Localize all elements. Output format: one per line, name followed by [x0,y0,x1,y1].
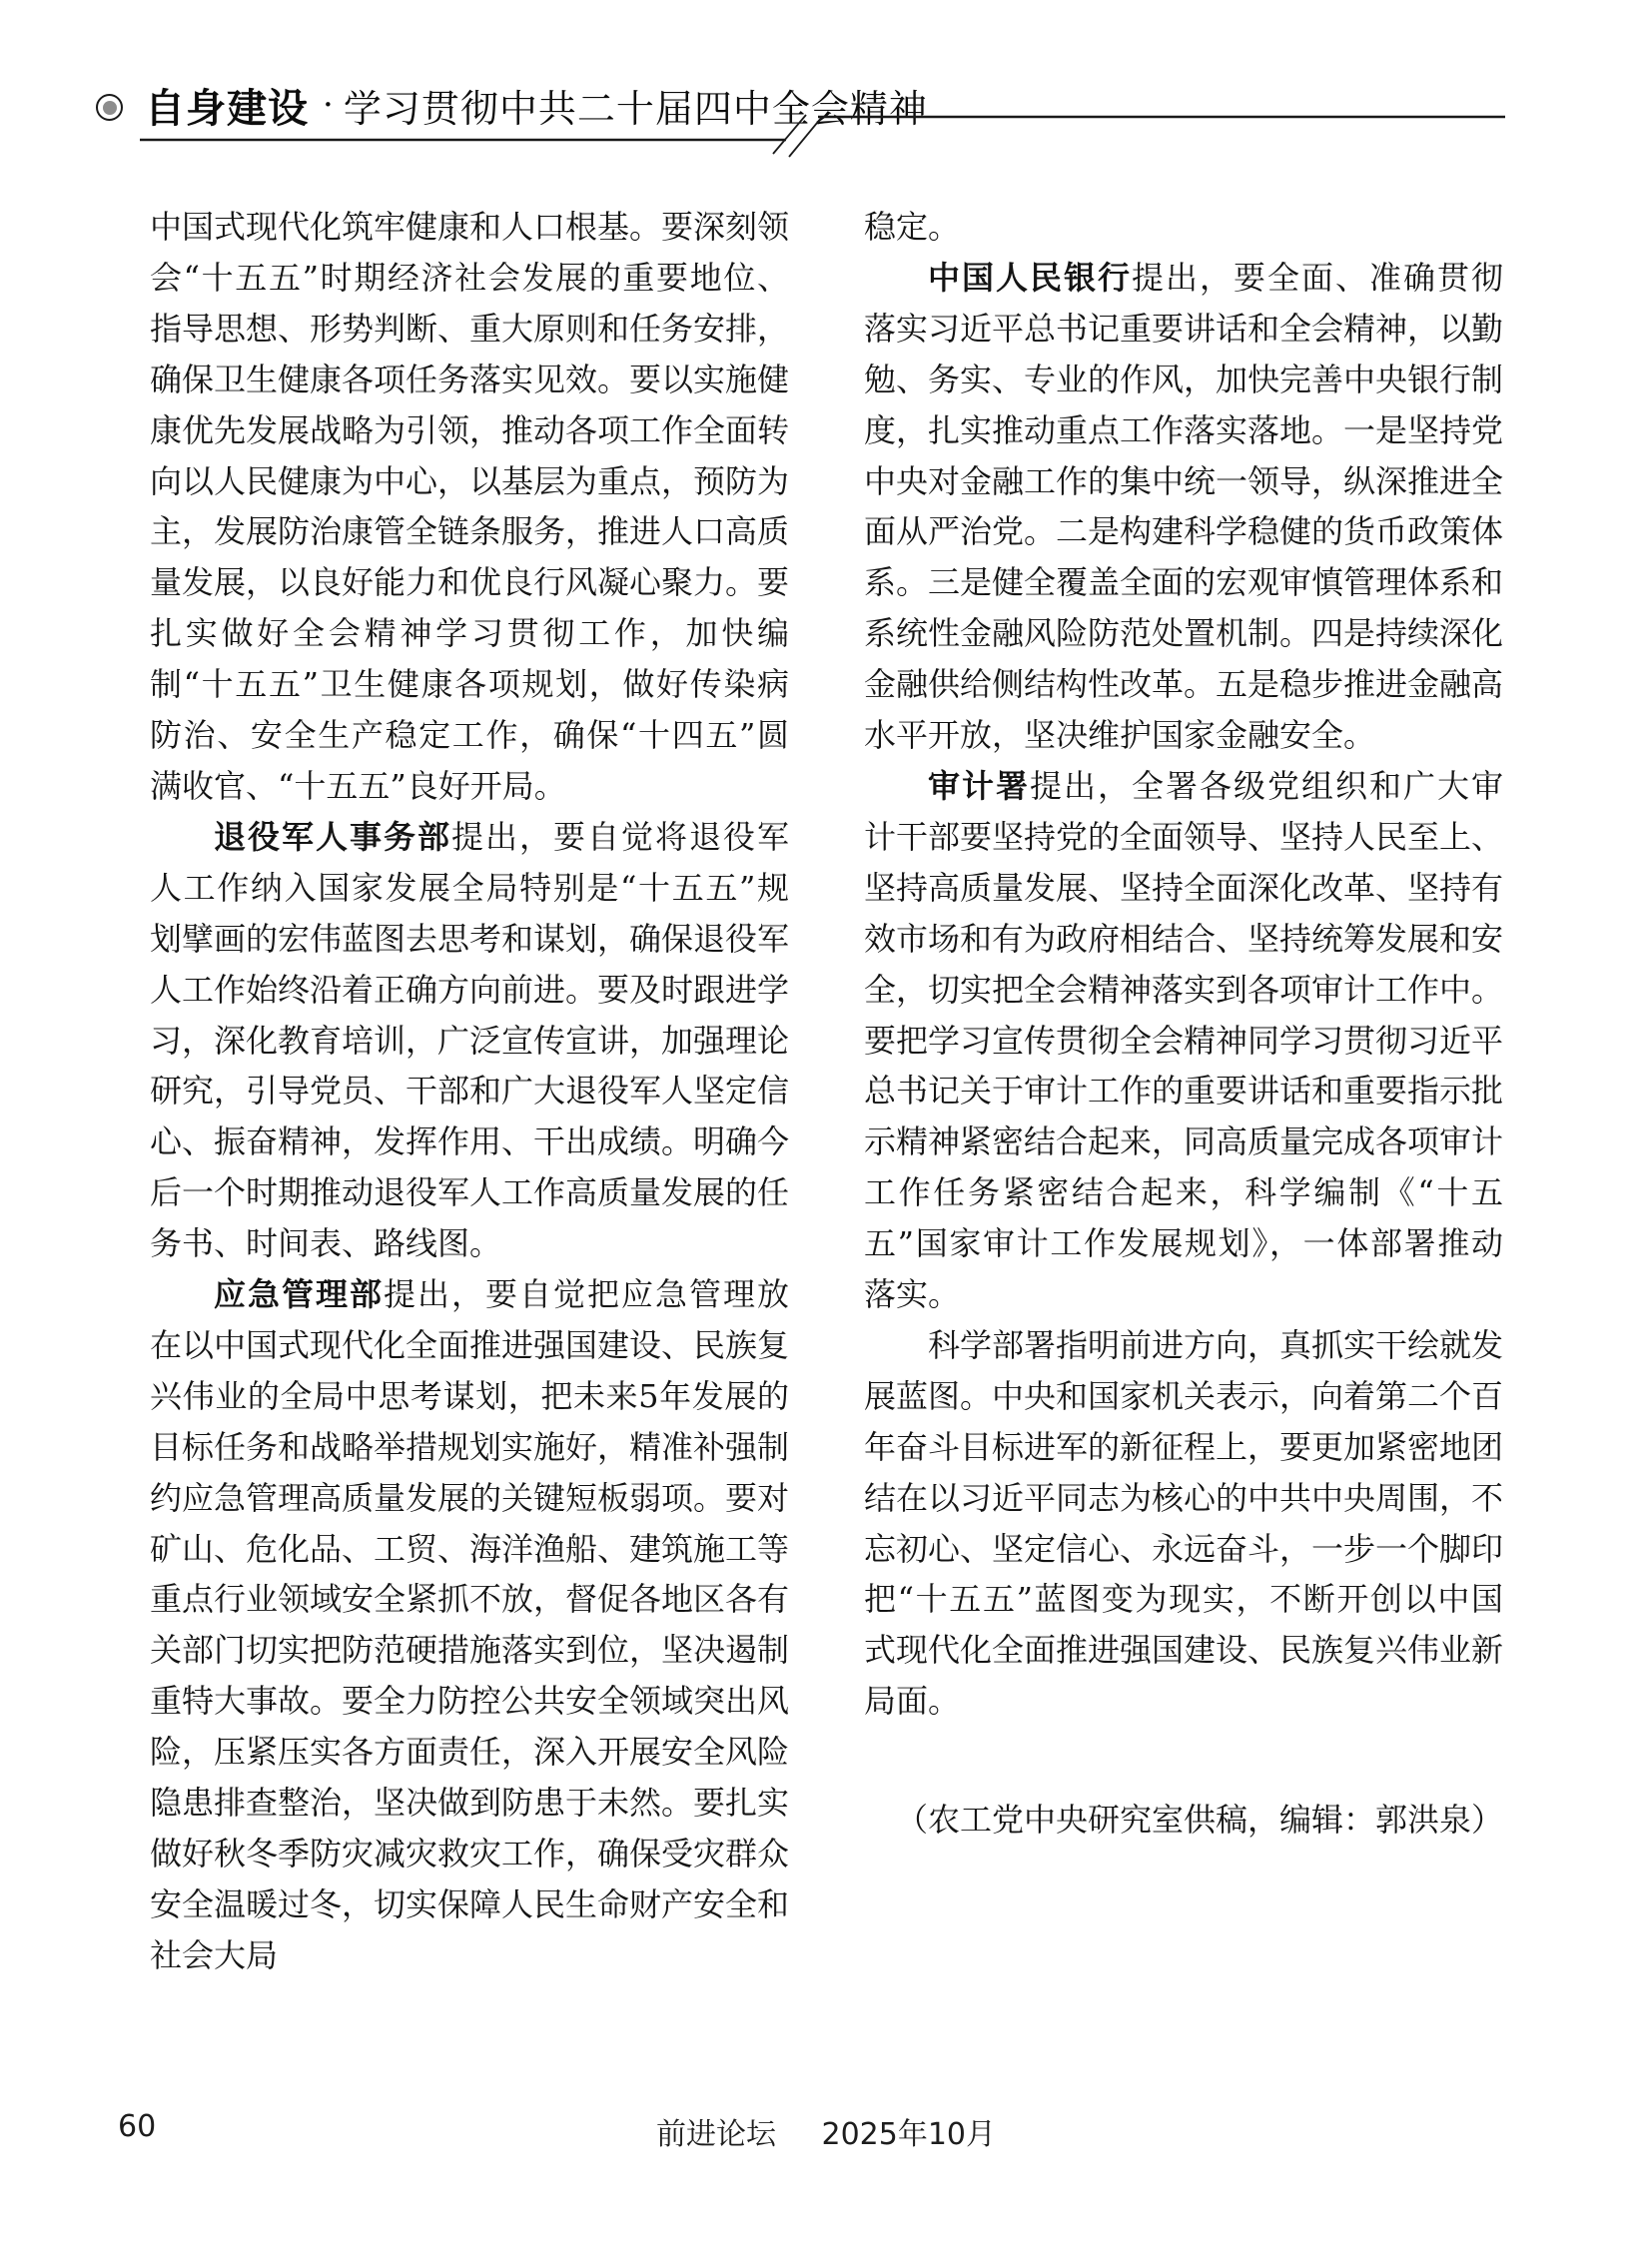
section-title: 自身建设 [145,85,309,132]
header-separator-dot: · [323,85,334,125]
text-column-left [150,202,789,1981]
journal-name: 前进论坛 [655,2117,776,2152]
issue-date: 2025年10月 [821,2117,997,2152]
header-topic: 学习贯彻中共二十届四中全会精神 [343,86,928,131]
department-lead: 退役军人事务部 [214,817,451,856]
paragraph: 中国式现代化筑牢健康和人口根基。要深刻领会“十五五”时期经济社会发展的重要地位、指导思想、形势判断、重大原则和任务安排，确保卫生健康各项任务落实见效。要以实施健康优先发展战略为引领，推动各项工作全面转向以人民健康为中心，以基层为重点，预防为主，发展防治康管全链条服务，推进人口高质量发展，以良好能力和优良行风凝心聚力。要扎实做好全会精神学习贯彻工作，加快编制“十五五”卫生健康各项规划，做好传染病防治、安全生产稳定工作，确保“十四五”圆满收官、“十五五”良好开局。 [150,208,790,805]
text-column-right [864,202,1503,1981]
header-rule-line [0,0,1652,180]
department-lead: 中国人民银行 [928,258,1132,297]
footer-journal-line [0,2109,1652,2153]
department-lead: 审计署 [928,766,1030,805]
paragraph: 退役军人事务部提出，要自觉将退役军人工作纳入国家发展全局特别是“十五五”规划擘画的宏伟蓝图去思考和谋划，确保退役军人工作始终沿着正确方向前进。要及时跟进学习，深化教育培训，广泛宣传宣讲，加强理论研究，引导党员、干部和广大退役军人坚定信心、振奋精神，发挥作用、干出成绩。明确今后一个时期推动退役军人工作高质量发展的任务书、时间表、路线图。 [150,817,790,1263]
paragraph: 中国人民银行提出，要全面、准确贯彻落实习近平总书记重要讲话和全会精神，以勤勉、务实、专业的作风，加快完善中央银行制度，扎实推动重点工作落实落地。一是坚持党中央对金融工作的集中统一领导，纵深推进全面从严治党。二是构建科学稳健的货币政策体系。三是健全覆盖全面的宏观审慎管理体系和系统性金融风险防范处置机制。四是持续深化金融供给侧结构性改革。五是稳步推进金融高水平开放，坚决维护国家金融安全。 [864,258,1504,755]
paragraph: 审计署提出，全署各级党组织和广大审计干部要坚持党的全面领导、坚持人民至上、坚持高质量发展、坚持全面深化改革、坚持有效市场和有为政府相结合、坚持统筹发展和安全，切实把全会精神落实到各项审计工作中。要把学习宣传贯彻全会精神同学习贯彻习近平总书记关于审计工作的重要讲话和重要指示批示精神紧密结合起来，同高质量完成各项审计工作任务紧密结合起来，科学编制《“十五五”国家审计工作发展规划》，一体部署推动落实。 [864,766,1504,1314]
page-number: 60 [118,2109,157,2144]
paragraph: 稳定。 [864,208,961,246]
paragraph: 科学部署指明前进方向，真抓实干绘就发展蓝图。中央和国家机关表示，向着第二个百年奋斗目标进军的新征程上，要更加紧密地团结在以习近平同志为核心的中共中央周围，不忘初心、坚定信心、永远奋斗，一步一个脚印把“十五五”蓝图变为现实，不断开创以中国式现代化全面推进强国建设、民族复兴伟业新局面。 [864,1325,1504,1721]
paragraph: 应急管理部提出，要自觉把应急管理放在以中国式现代化全面推进强国建设、民族复兴伟业的全局中思考谋划，把未来5年发展的目标任务和战略举措规划实施好，精准补强制约应急管理高质量发展的关键短板弱项。要对矿山、危化品、工贸、海洋渔船、建筑施工等重点行业领域安全紧抓不放，督促各地区各有关部门切实把防范硬措施落实到位，坚决遏制重特大事故。要全力防控公共安全领域突出风险，压紧压实各方面责任，深入开展安全风险隐患排查整治，坚决做到防患于未然。要扎实做好秋冬季防灾减灾救灾工作，确保受灾群众安全温暖过冬，切实保障人民生命财产安全和社会大局 [150,1275,790,1974]
page-footer [0,2109,1652,2152]
attribution-line: （农工党中央研究室供稿，编辑：郭洪泉） [895,1801,1503,1840]
department-lead: 应急管理部 [214,1275,384,1314]
article-body [150,202,1503,1981]
